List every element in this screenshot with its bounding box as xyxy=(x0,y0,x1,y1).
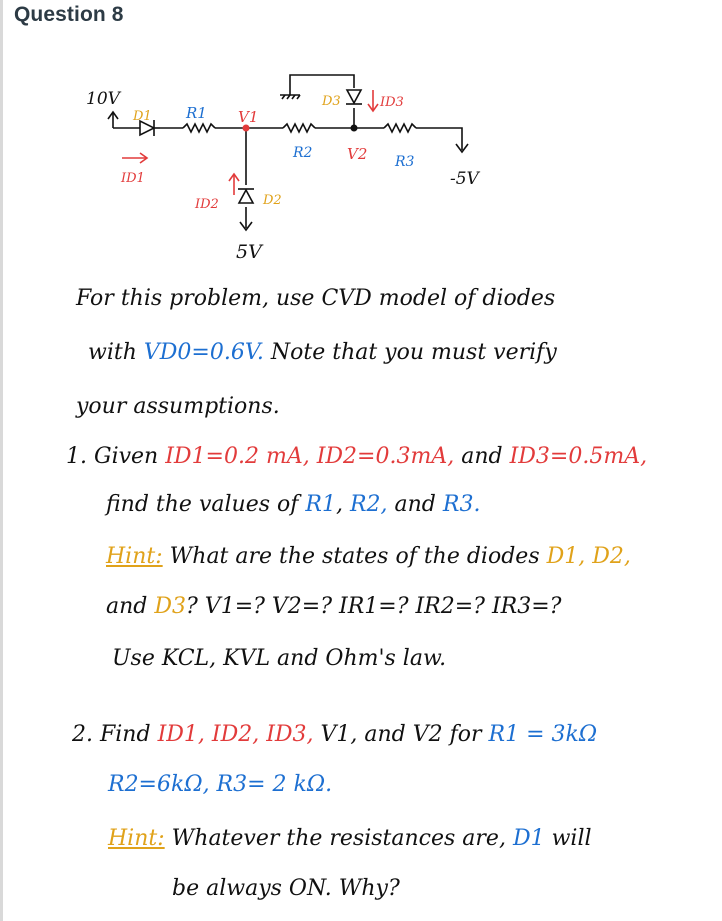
vd0-value: VD0=0.6V. xyxy=(143,340,264,365)
q1-number: 1. xyxy=(66,444,87,469)
intro-line-1-text: For this problem, use CVD model of diodes xyxy=(76,286,556,311)
intro-line-1 xyxy=(76,286,555,311)
q1-r1: R1 xyxy=(305,492,336,517)
d1-label: D1 xyxy=(133,109,152,124)
d3-label: D3 xyxy=(322,94,341,109)
q1-line-4 xyxy=(106,594,561,619)
q2-r2-r3-values: R2=6kΩ, R3= 2 kΩ. xyxy=(108,772,333,797)
q1-id1-value: ID1=0.2 mA, xyxy=(165,444,310,469)
q2-number: 2. xyxy=(72,722,93,747)
q2-r1-value: R1 = 3kΩ xyxy=(488,722,598,747)
id3-label: ID3 xyxy=(380,95,404,110)
hint1-label: Hint: xyxy=(106,544,163,569)
q1-use-line: Use KCL, KVL and Ohm's law. xyxy=(112,646,447,671)
hint2-line-2: be always ON. Why? xyxy=(172,876,400,901)
q1-line-2 xyxy=(106,492,480,517)
q2-line-2 xyxy=(108,772,332,797)
source-5v-label: 5V xyxy=(236,241,262,263)
hint2-d1: D1 xyxy=(512,826,545,851)
q1-id2-value: ID2=0.3mA, xyxy=(316,444,455,469)
hint2-line xyxy=(108,826,592,851)
r3-label: R3 xyxy=(395,154,415,170)
q1-unknowns: ? V1=? V2=? IR1=? IR2=? IR3=? xyxy=(186,594,562,619)
q1-id3-value: ID3=0.5mA, xyxy=(509,444,648,469)
comma: , xyxy=(335,492,343,517)
q1-d3: D3 xyxy=(154,594,187,619)
question-title: Question 8 xyxy=(14,3,124,26)
hint1-line xyxy=(106,544,631,569)
circuit-wires xyxy=(108,75,468,230)
source-10v-label: 10V xyxy=(86,89,120,109)
and-text-2: and xyxy=(394,492,436,517)
id1-label: ID1 xyxy=(121,171,145,186)
intro-line-3: your assumptions. xyxy=(76,394,280,419)
and-text-3: and xyxy=(106,594,148,619)
q2-currents: ID1, ID2, ID3, xyxy=(157,722,314,747)
hint1-text: What are the states of the diodes xyxy=(169,544,540,569)
find-values-text: find the values of xyxy=(106,492,299,517)
r2-label: R2 xyxy=(293,145,313,161)
q2-find-text: Find xyxy=(100,722,151,747)
d3-diode-icon xyxy=(346,90,362,104)
minus-5v-label: -5V xyxy=(450,169,479,189)
hint1-d1-d2: D1, D2, xyxy=(546,544,631,569)
q1-line-1 xyxy=(66,444,647,469)
note-text: Note that you must verify xyxy=(270,340,557,365)
with-text: with xyxy=(88,340,137,365)
q1-r2: R2, xyxy=(349,492,388,517)
r1-label: R1 xyxy=(186,104,207,122)
intro-line-2 xyxy=(88,340,557,365)
q2-for-text: for xyxy=(449,722,482,747)
q2-voltages: V1, and V2 xyxy=(320,722,443,747)
hint2-label: Hint: xyxy=(108,826,165,851)
id2-label: ID2 xyxy=(195,197,219,212)
node-v2 xyxy=(351,125,358,132)
given-text: Given xyxy=(94,444,159,469)
q1-r3: R3. xyxy=(442,492,481,517)
v1-label: V1 xyxy=(238,108,259,126)
q2-line-1 xyxy=(72,722,597,747)
and-text: and xyxy=(461,444,503,469)
d2-label: D2 xyxy=(263,193,282,208)
v2-label: V2 xyxy=(347,145,368,163)
hint2-text: Whatever the resistances are, xyxy=(171,826,506,851)
hint2-will: will xyxy=(551,826,592,851)
d2-diode-icon xyxy=(238,189,254,203)
